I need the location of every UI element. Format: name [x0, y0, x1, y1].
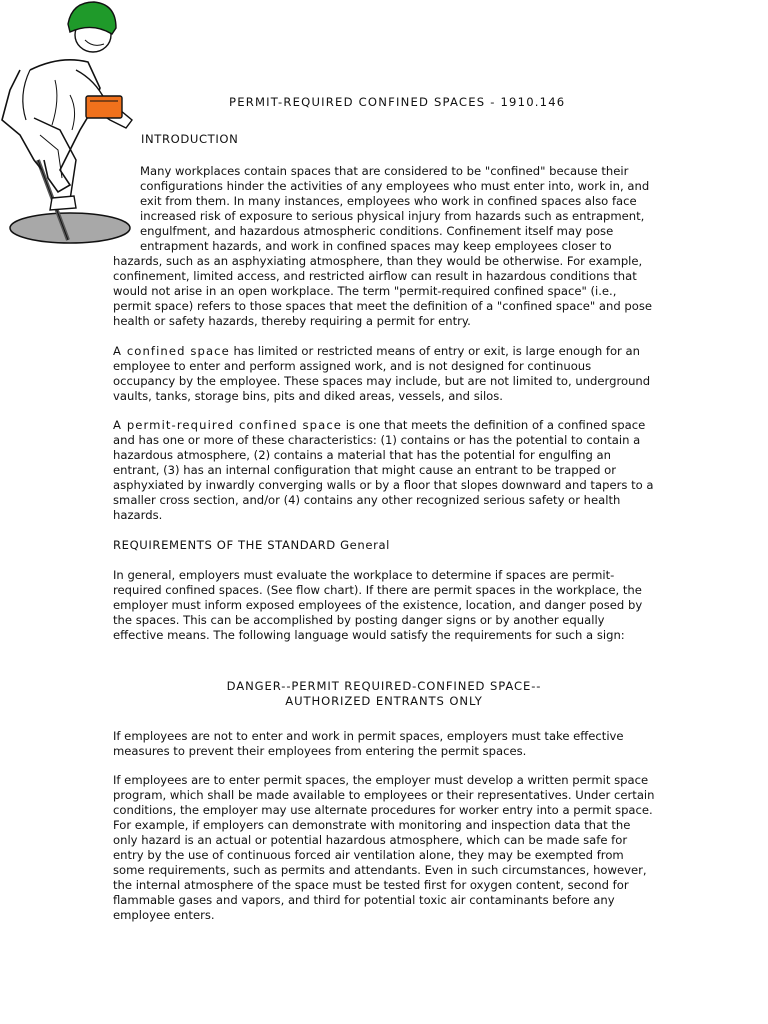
- confined-space-term: A confined space: [113, 344, 230, 358]
- enter-paragraph: If employees are to enter permit spaces, the employer must develop a written permit space program, which shall be made available to employees or their representatives. Under certain conditions, the employer may use alternate procedures for worker entry into a permit space. For example, if employers can demonstrate with monitoring and inspection data that the only hazard is an actual or potential hazardous atmosphere, which can be made safe for entry by the use of continuous forced air ventilation alone, they may be exempted from some requirements, such as permits and attendants. Even in such circumstances, however, the internal atmosphere of the space must be tested first for oxygen content, second for flammable gases and vapors, and third for potential toxic air contaminants before any employee enters.: [113, 773, 655, 922]
- intro-paragraph: Many workplaces contain spaces that are considered to be "confined" because their configurations hinder the activities of any employees who must enter into, work in, and exit from them. In many instances, employees who work in confined spaces also face increased risk of exposure to serious physical injury from hazards such as entrapment, engulfment, and hazardous atmospheric conditions. Confinement itself may pose entrapment hazards, and work in confined spaces may keep employees closer to hazards, such as an asphyxiating atmosphere, than they would be otherwise. For example, confinement, limited access, and restricted airflow can result in hazardous conditions that would not arise in an open workplace. The term "permit-required confined space" (i.e., permit space) refers to those spaces that meet the definition of a "confined space" and pose health or safety hazards, thereby requiring a permit for entry.: [113, 164, 653, 328]
- permit-space-term: A permit-required confined space: [113, 418, 343, 432]
- confined-space-text: has limited or restricted means of entry or exit, is large enough for an employee to enter and perform assigned work, and is not designed for continuous occupancy by the employee. These spaces may include, but are not limited to, underground vaults, tanks, storage bins, pits and diked areas, vessels, and silos.: [113, 344, 651, 403]
- requirements-heading: REQUIREMENTS OF THE STANDARD General: [113, 538, 390, 552]
- document-title: PERMIT-REQUIRED CONFINED SPACES - 1910.146: [229, 95, 566, 109]
- sign-line-2: AUTHORIZED ENTRANTS ONLY: [285, 694, 483, 708]
- danger-sign-text: [113, 679, 655, 709]
- manhole-opening: [10, 213, 130, 243]
- meter-shape: [86, 96, 122, 118]
- sign-line-1: DANGER--PERMIT REQUIRED-CONFINED SPACE--: [226, 679, 542, 693]
- introduction-heading: INTRODUCTION: [141, 132, 239, 146]
- permit-space-text: is one that meets the definition of a confined space and has one or more of these characteristics: (1) contains or has the potential to contain a hazardous atmosphere, (2) contains a material that has the potential for engulfing an entrant, (3) has an internal configuration that might cause an entrant to be trapped or asphyxiated by inwardly converging walls or by a floor that slopes downward and tapers to a smaller cross section, and/or (4) contains any other recognized serious safety or health hazards.: [113, 418, 654, 522]
- not-enter-paragraph: If employees are not to enter and work in permit spaces, employers must take effective measures to prevent their employees from entering the permit spaces.: [113, 729, 624, 758]
- confined-space-paragraph: [113, 344, 655, 404]
- general-paragraph: In general, employers must evaluate the workplace to determine if spaces are permit-required confined spaces. (See flow chart). If there are permit spaces in the workplace, the employer must inform exposed employees of the existence, location, and danger posed by the spaces. This can be accomplished by posting danger signs or by another equally effective means. The following language would satisfy the requirements for such a sign:: [113, 568, 643, 642]
- permit-space-paragraph: [113, 418, 655, 523]
